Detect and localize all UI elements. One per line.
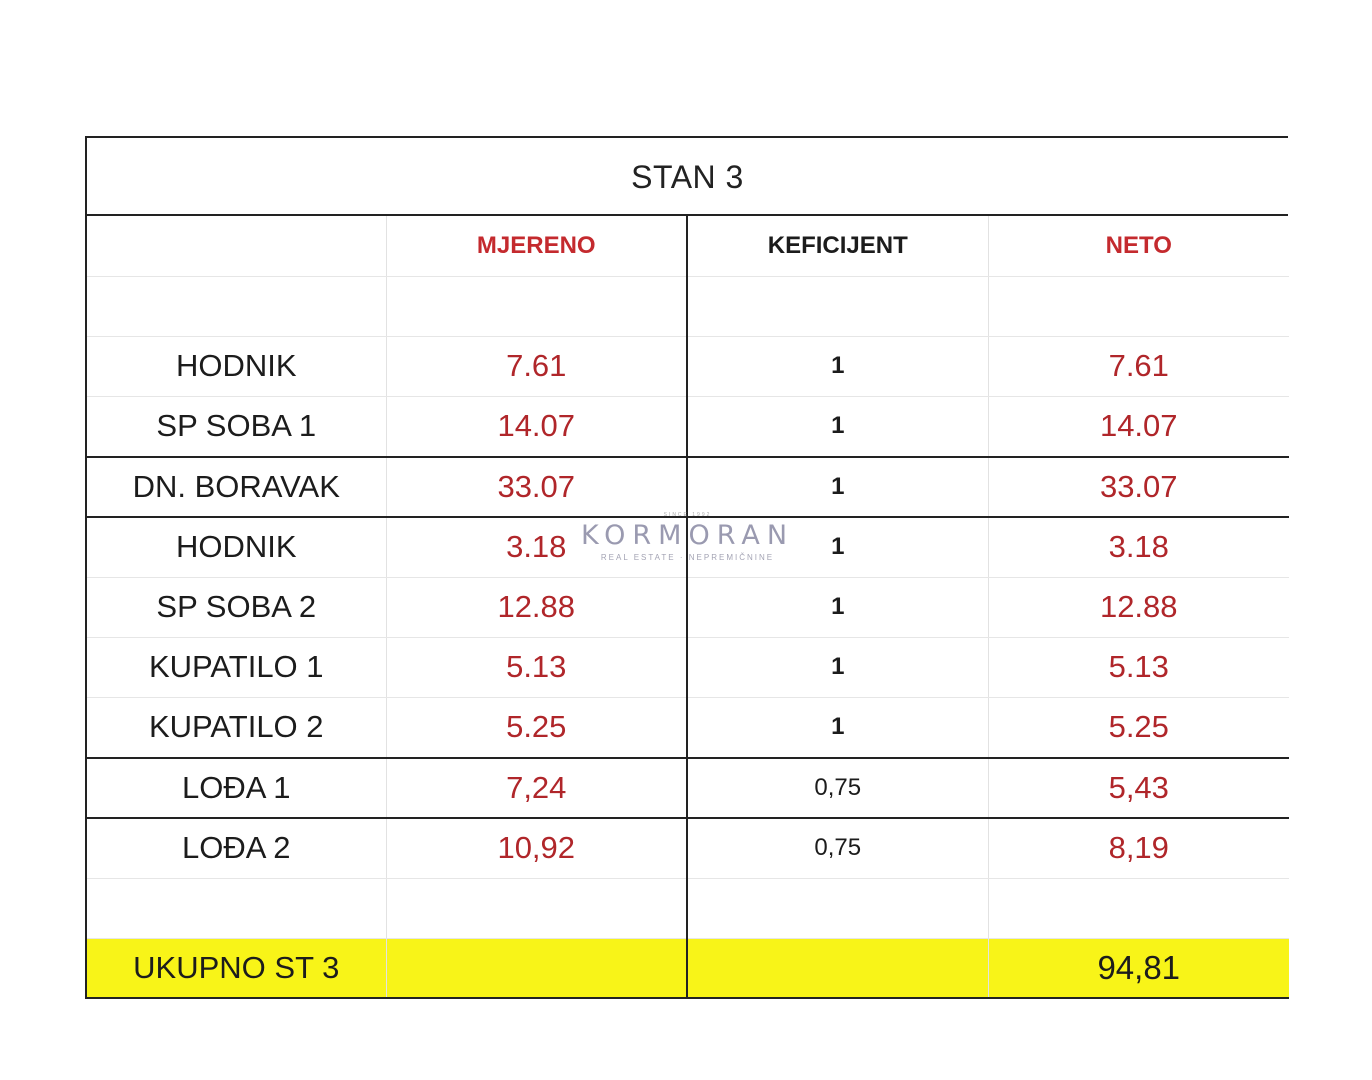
measured-value: 12.88 (386, 577, 687, 637)
total-net-value: 94,81 (988, 938, 1289, 998)
measured-value: 7,24 (386, 758, 687, 818)
room-name: LOĐA 2 (86, 818, 386, 878)
coefficient-value: 0,75 (687, 758, 988, 818)
table-row (86, 758, 1289, 818)
measured-value: 5.13 (386, 637, 687, 697)
net-value: 3.18 (988, 517, 1289, 577)
measured-value: 14.07 (386, 397, 687, 457)
room-name: SP SOBA 1 (86, 397, 386, 457)
net-value: 5.25 (988, 698, 1289, 758)
header-coefficient: KEFICIJENT (687, 216, 988, 276)
table-row (86, 698, 1289, 758)
coefficient-value: 1 (687, 336, 988, 396)
area-table (85, 216, 1289, 999)
measured-value: 33.07 (386, 457, 687, 517)
table-row (86, 818, 1289, 878)
spacer-row (86, 276, 1289, 336)
total-label: UKUPNO ST 3 (86, 938, 386, 998)
table-row (86, 457, 1289, 517)
net-value: 8,19 (988, 818, 1289, 878)
net-value: 5.13 (988, 637, 1289, 697)
room-name: LOĐA 1 (86, 758, 386, 818)
coefficient-value: 1 (687, 637, 988, 697)
table-title-row (85, 136, 1288, 216)
spacer-row (86, 878, 1289, 938)
table-row (86, 397, 1289, 457)
net-value: 5,43 (988, 758, 1289, 818)
coefficient-value: 1 (687, 698, 988, 758)
net-value: 33.07 (988, 457, 1289, 517)
table-row (86, 577, 1289, 637)
header-measured: MJERENO (386, 216, 687, 276)
watermark-tagline: REAL ESTATE · NEPREMIČNINE (600, 553, 775, 562)
watermark-brand: KORMORAN (580, 520, 795, 551)
header-net: NETO (988, 216, 1289, 276)
total-row (86, 938, 1289, 998)
watermark-since: SINCE 1992 (663, 512, 712, 518)
coefficient-value: 1 (687, 457, 988, 517)
area-table-sheet (85, 136, 1288, 1000)
coefficient-value: 1 (687, 397, 988, 457)
table-title: STAN 3 (631, 158, 744, 195)
header-row (86, 216, 1289, 276)
measured-value: 5.25 (386, 698, 687, 758)
measured-value: 7.61 (386, 336, 687, 396)
room-name: SP SOBA 2 (86, 577, 386, 637)
room-name: KUPATILO 1 (86, 637, 386, 697)
measured-value: 3.18 (386, 517, 687, 577)
table-row (86, 336, 1289, 396)
total-coefficient-empty (687, 938, 988, 998)
net-value: 7.61 (988, 336, 1289, 396)
room-name: DN. BORAVAK (86, 457, 386, 517)
table-row (86, 637, 1289, 697)
net-value: 14.07 (988, 397, 1289, 457)
room-name: HODNIK (86, 517, 386, 577)
coefficient-value: 1 (687, 577, 988, 637)
total-measured-empty (386, 938, 687, 998)
net-value: 12.88 (988, 577, 1289, 637)
room-name: HODNIK (86, 336, 386, 396)
header-empty-cell (86, 216, 386, 276)
coefficient-value: 1 (687, 517, 988, 577)
measured-value: 10,92 (386, 818, 687, 878)
room-name: KUPATILO 2 (86, 698, 386, 758)
coefficient-value: 0,75 (687, 818, 988, 878)
table-row (86, 517, 1289, 577)
